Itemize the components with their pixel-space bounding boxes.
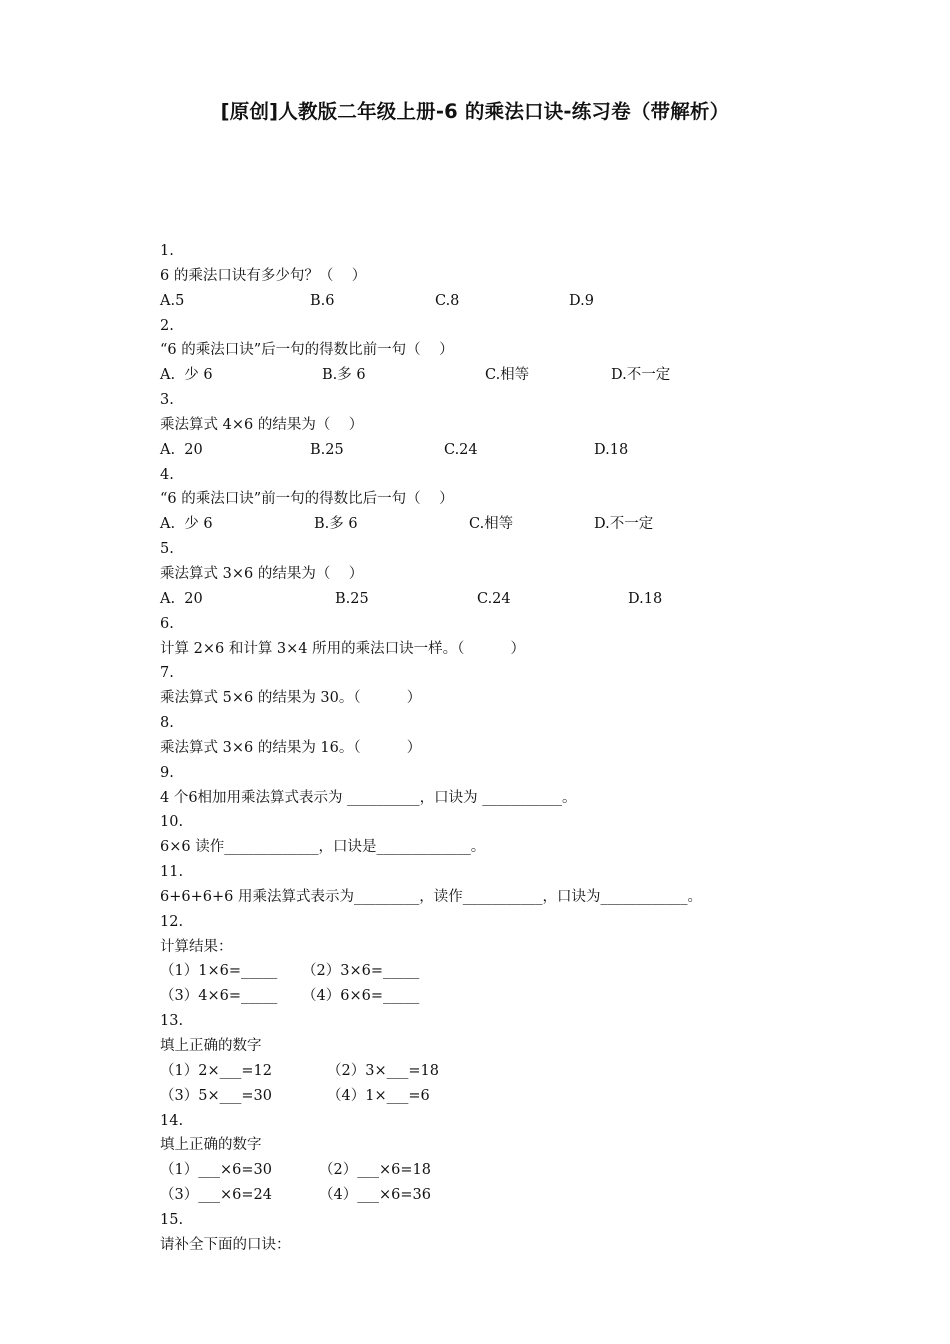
fill-item: （1）2×___=12 [160, 1062, 272, 1079]
item-row [160, 959, 900, 984]
question-stem: 请补全下面的口诀： [160, 1236, 291, 1253]
question-stem: 乘法算式 5×6 的结果为 30。（ ） [160, 690, 422, 707]
calc-item: （3）4×6=_____ [160, 988, 278, 1005]
option-c: C.24 [444, 441, 478, 458]
fill-item: （3）5×___=30 [160, 1087, 272, 1104]
question-stem: 6×6 读作_____________，口诀是_____________。 [160, 839, 486, 856]
option-b: B.多 6 [322, 367, 366, 384]
fill-item: （4）___×6=36 [319, 1187, 431, 1204]
question-number: 15. [160, 1211, 184, 1228]
fill-item: （3）___×6=24 [160, 1187, 272, 1204]
option-d: D.18 [628, 590, 663, 607]
option-row [160, 289, 900, 314]
question-list [160, 239, 900, 1258]
question-number: 3. [160, 392, 174, 409]
question-number: 9. [160, 764, 174, 781]
question-stem: 乘法算式 4×6 的结果为（ ） [160, 416, 364, 433]
option-d: D.不一定 [594, 516, 654, 533]
document-title: [原创]人教版二年级上册-6 的乘法口诀-练习卷（带解析） [220, 100, 730, 123]
question-number: 12. [160, 913, 184, 930]
option-row [160, 587, 900, 612]
question-number: 5. [160, 541, 174, 558]
fill-item: （2）___×6=18 [319, 1162, 431, 1179]
option-a: A.5 [160, 292, 185, 309]
question-number: 7. [160, 665, 174, 682]
calc-item: （1）1×6=_____ [160, 963, 278, 980]
option-c: C.相等 [469, 516, 514, 533]
option-row [160, 512, 900, 537]
question-stem: 计算 2×6 和计算 3×4 所用的乘法口诀一样。（ ） [160, 640, 525, 657]
question-stem: 6 的乘法口诀有多少句？（ ） [160, 267, 367, 284]
option-b: B.6 [310, 292, 335, 309]
option-row [160, 363, 900, 388]
item-row [160, 1084, 900, 1109]
option-d: D.18 [594, 441, 629, 458]
question-number: 6. [160, 615, 174, 632]
option-a: A. 20 [160, 590, 203, 607]
calc-item: （4）6×6=_____ [302, 988, 420, 1005]
question-stem: 计算结果： [160, 938, 233, 955]
option-a: A. 少 6 [160, 367, 213, 384]
calc-item: （2）3×6=_____ [302, 963, 420, 980]
option-row [160, 438, 900, 463]
question-stem: “6 的乘法口诀”后一句的得数比前一句（ ） [160, 342, 454, 359]
option-b: B.多 6 [314, 516, 358, 533]
option-c: C.8 [435, 292, 460, 309]
question-stem: 4 个6相加用乘法算式表示为 __________，口诀为 ___________。 [160, 789, 577, 806]
item-row [160, 1158, 900, 1183]
question-number: 10. [160, 814, 184, 831]
question-number: 2. [160, 317, 174, 334]
question-stem: 乘法算式 3×6 的结果为 16。（ ） [160, 739, 422, 756]
option-a: A. 20 [160, 441, 203, 458]
question-stem: 填上正确的数字 [160, 1137, 262, 1154]
fill-item: （4）1×___=6 [327, 1087, 430, 1104]
option-c: C.相等 [485, 367, 530, 384]
question-number: 11. [160, 864, 184, 881]
option-b: B.25 [335, 590, 369, 607]
option-a: A. 少 6 [160, 516, 213, 533]
option-d: D.9 [569, 292, 594, 309]
question-stem: 填上正确的数字 [160, 1038, 262, 1054]
question-number: 4. [160, 466, 174, 483]
question-stem: 6+6+6+6 用乘法算式表示为_________，读作___________，口诀为____________。 [160, 888, 702, 905]
item-row [160, 1183, 900, 1208]
item-row [160, 984, 900, 1009]
option-d: D.不一定 [611, 367, 671, 384]
question-number: 1. [160, 243, 174, 259]
question-number: 13. [160, 1013, 184, 1030]
question-number: 8. [160, 715, 174, 732]
fill-item: （1）___×6=30 [160, 1162, 272, 1179]
item-row [160, 1059, 900, 1084]
option-c: C.24 [477, 590, 511, 607]
question-number: 14. [160, 1112, 184, 1129]
question-stem: 乘法算式 3×6 的结果为（ ） [160, 565, 364, 582]
option-b: B.25 [310, 441, 344, 458]
fill-item: （2）3×___=18 [327, 1062, 439, 1079]
question-stem: “6 的乘法口诀”前一句的得数比后一句（ ） [160, 491, 454, 508]
